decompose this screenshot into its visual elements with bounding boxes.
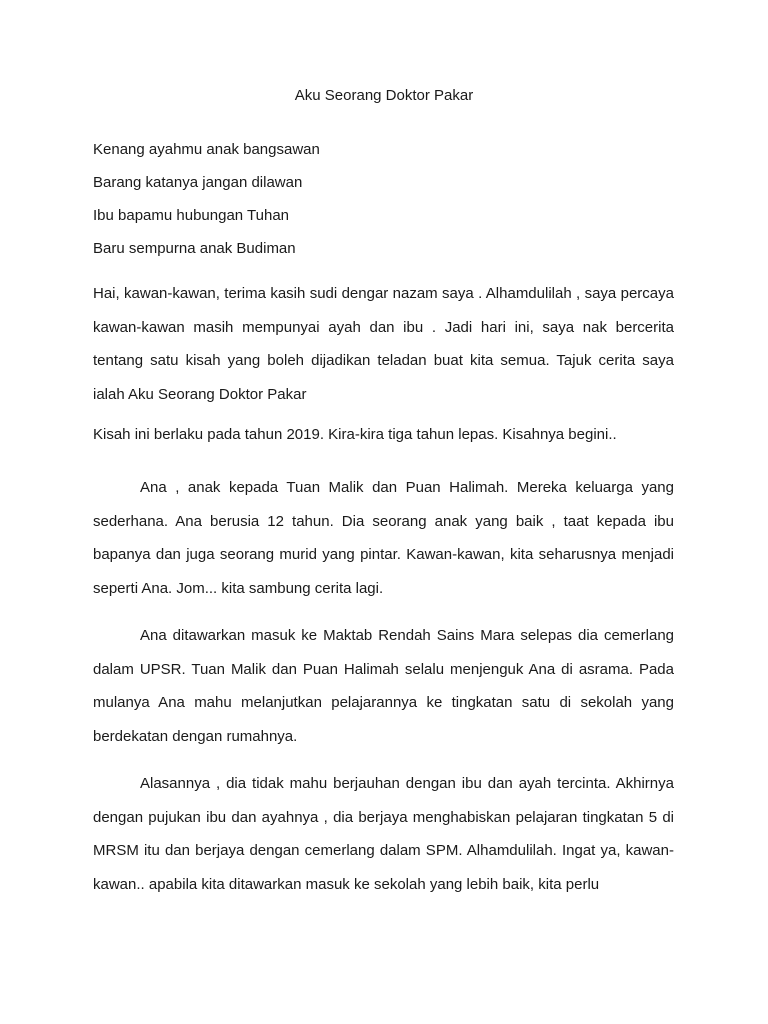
poem-line: Kenang ayahmu anak bangsawan [93, 141, 320, 158]
poem [93, 140, 674, 259]
document-body [93, 140, 674, 915]
poem-line: Baru sempurna anak Budiman [93, 240, 296, 257]
paragraph-reason: Alasannya , dia tidak mahu berjauhan dengan ibu dan ayah tercinta. Akhirnya dengan pujukan ibu dan ayahnya , dia berjaya menghabiskan pelajaran tingkatan 5 di MRSM itu dan berjaya dengan cemerlang dalam SPM. Alhamdulilah. Ingat ya, kawan-kawan.. apabila kita ditawarkan masuk ke sekolah yang lebih baik, kita perlu [93, 775, 674, 893]
poem-line: Barang katanya jangan dilawan [93, 174, 303, 191]
paragraph-mrsm: Ana ditawarkan masuk ke Maktab Rendah Sains Mara selepas dia cemerlang dalam UPSR. Tuan Malik dan Puan Halimah selalu menjenguk Ana di asrama. Pada mulanya Ana mahu melanjutkan pelajarannya ke tingkatan satu di sekolah yang berdekatan dengan rumahnya. [93, 627, 674, 745]
document-title: Aku Seorang Doktor Pakar [294, 87, 474, 104]
paragraph-intro: Hai, kawan-kawan, terima kasih sudi dengar nazam saya . Alhamdulilah , saya percaya kawan-kawan masih mempunyai ayah dan ibu . Jadi hari ini, saya nak bercerita tentang satu kisah yang boleh dijadikan teladan buat kita semua. Tajuk cerita saya ialah Aku Seorang Doktor Pakar [93, 285, 674, 403]
paragraph-story-start: Kisah ini berlaku pada tahun 2019. Kira-kira tiga tahun lepas. Kisahnya begini.. [93, 426, 617, 443]
paragraph-ana: Ana , anak kepada Tuan Malik dan Puan Halimah. Mereka keluarga yang sederhana. Ana berusia 12 tahun. Dia seorang anak yang baik , taat kepada ibu bapanya dan juga seorang murid yang pintar. Kawan-kawan, kita seharusnya menjadi seperti Ana. Jom... kita sambung cerita lagi. [93, 479, 674, 597]
poem-line: Ibu bapamu hubungan Tuhan [93, 207, 290, 224]
